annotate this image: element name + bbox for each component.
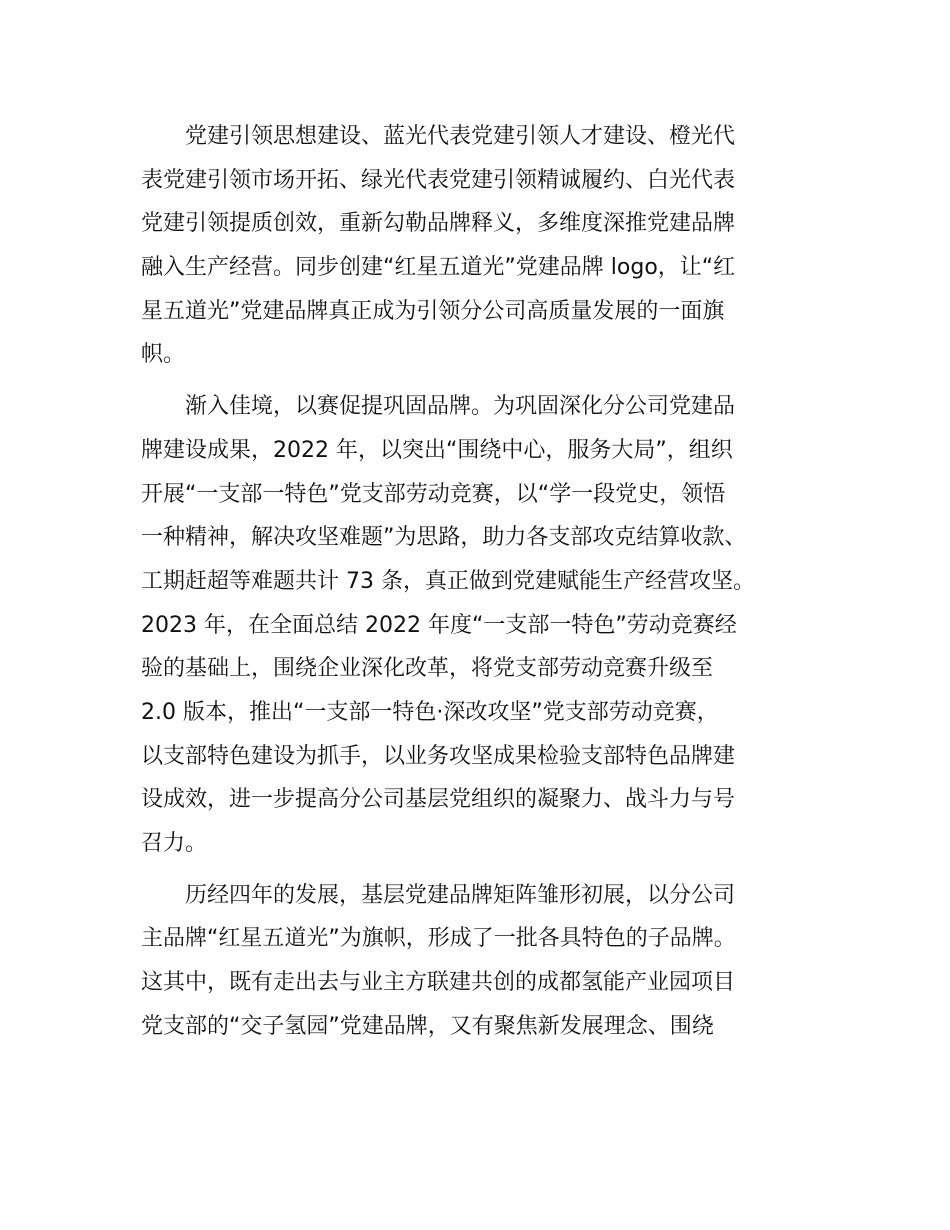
document-body	[141, 115, 827, 1048]
text-line: 党支部的“交子氢园”党建品牌，又有聚焦新发展理念、围绕	[141, 1013, 714, 1039]
text-line: 牌建设成果，2022 年，以突出“围绕中心，服务大局”，组织	[141, 437, 733, 463]
text-line: 表党建引领市场开拓、绿光代表党建引领精诚履约、白光代表	[141, 167, 736, 193]
text-line: 融入生产经营。同步创建“红星五道光”党建品牌 logo，让“红	[141, 255, 736, 281]
text-line: 工期赶超等难题共计 73 条，真正做到党建赋能生产经营攻坚。	[141, 568, 755, 594]
paragraph-spacer	[141, 866, 827, 874]
text-line: 召力。	[141, 831, 208, 856]
text-line: 2.0 版本，推出“一支部一特色·深改攻坚”党支部劳动竞赛，	[141, 699, 719, 725]
text-line: 开展“一支部一特色”党支部劳动竞赛，以“学一段党史，领悟	[141, 481, 726, 507]
text-line: 党建引领思想建设、蓝光代表党建引领人才建设、橙光代	[141, 124, 736, 149]
text-line: 2023 年，在全面总结 2022 年度“一支部一特色”劳动竞赛经	[141, 612, 737, 638]
text-line: 这其中，既有走出去与业主方联建共创的成都氢能产业园项目	[141, 970, 736, 996]
text-line: 党建引领提质创效，重新勾勒品牌释义，多维度深推党建品牌	[141, 211, 736, 237]
text-line: 验的基础上，围绕企业深化改革，将党支部劳动竞赛升级至	[141, 656, 714, 682]
text-line: 历经四年的发展，基层党建品牌矩阵雏形初展，以分公司	[141, 882, 736, 908]
text-line: 设成效，进一步提高分公司基层党组织的凝聚力、战斗力与号	[141, 787, 736, 813]
text-line: 星五道光”党建品牌真正成为引领分公司高质量发展的一面旗	[141, 298, 725, 324]
text-line: 一种精神，解决攻坚难题”为思路，助力各支部攻克结算收款、	[141, 525, 747, 551]
paragraph-brand-meaning	[141, 115, 827, 377]
text-line: 主品牌“红星五道光”为旗帜，形成了一批各具特色的子品牌。	[141, 926, 736, 952]
paragraph-brand-matrix	[141, 874, 827, 1049]
text-line: 帜。	[141, 342, 186, 368]
paragraph-spacer	[141, 377, 827, 385]
paragraph-labor-competition	[141, 385, 827, 866]
text-line: 渐入佳境，以赛促提巩固品牌。为巩固深化分公司党建品	[141, 394, 736, 420]
text-line: 以支部特色建设为抓手，以业务攻坚成果检验支部特色品牌建	[141, 743, 736, 769]
